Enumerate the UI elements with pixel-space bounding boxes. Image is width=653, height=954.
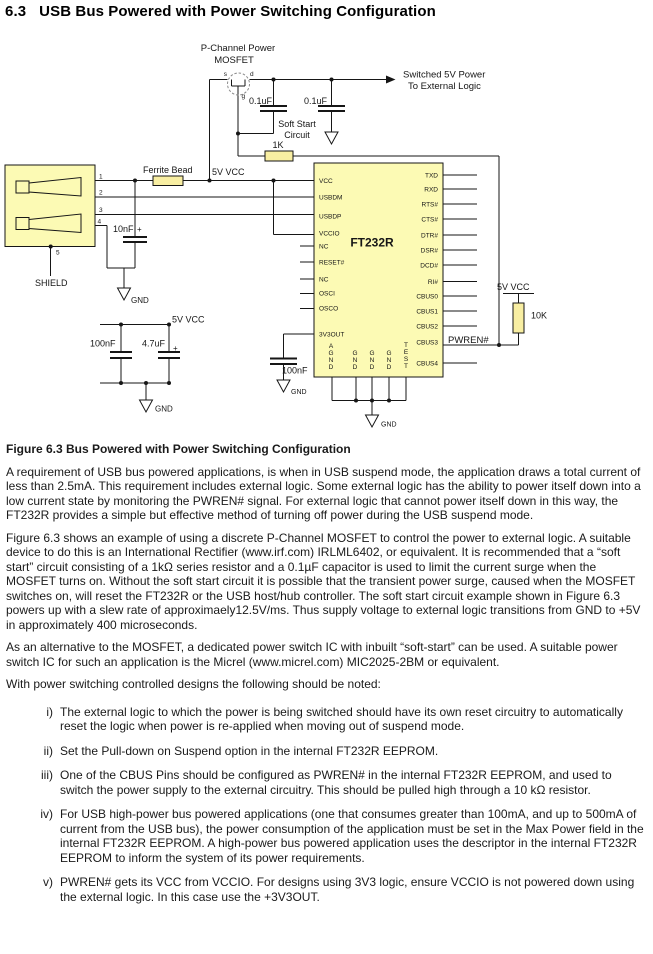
chip-pin-left: VCCIO [319,230,340,238]
list-item-marker: iii) [41,768,53,782]
switched-power-label-line2: To External Logic [408,81,481,92]
cap-100nf-3v3-label: 100nF [282,365,308,376]
list-item-text: For USB high-power bus powered applications (one that consumes greater than 100mA, and up to 500mA of current from the USB bus), the power consumption of the application must be set in the Max Power field in the internal FT232R EEPROM. A high-power bus powered application uses the descriptor in the internal FT232R EEPROM to inform the system of its power requirements. [60,807,644,865]
paragraph: A requirement of USB bus powered applications, is when in USB suspend mode, the application draws a total current of less than 2.5mA. This requirement includes external logic. Some external logic has the ability to power itself down into a low current state by monitoring the PWREN# signal. For external logic that cannot power itself down in this way, the FT232R provides a simple but effective method of turning off power during the USB suspend mode. [6,464,641,522]
chip-pin-right: DSR# [420,247,438,255]
circuit-schematic [0,0,653,441]
list-item [6,744,644,759]
list-item [6,807,644,865]
chip-pin-left: 3V3OUT [319,331,345,339]
resistor-1k-body [265,151,293,161]
list-item [6,705,644,734]
softstart-cap2-label: 0.1uF [304,96,328,106]
list-item-marker: v) [43,875,53,889]
list-item [6,875,644,904]
body-text [6,442,644,914]
chip-pin-right: CBUS4 [416,360,438,368]
vcc-main-label: 5V VCC [212,167,245,177]
pwren-label: PWREN# [448,335,489,346]
section-title: USB Bus Powered with Power Switching Configuration [39,3,436,20]
list-intro: With power switching controlled designs the following should be noted: [6,677,381,691]
vcc-right-label: 5V VCC [497,282,530,292]
chip-pin-left: NC [319,276,329,284]
chip-pin-right: DTR# [421,232,438,240]
chip-pin-right: CBUS2 [416,323,438,331]
resistor-10k-label: 10K [531,310,548,321]
chip-name: FT232R [350,235,394,250]
mosfet-label-line2: MOSFET [214,55,254,66]
paragraph: As an alternative to the MOSFET, a dedicated power switch IC with inbuilt “soft-start” can be used. A suitable power switch IC for such an application is the Micrel (www.micrel.com) MIC2025-2BM or equivalent. [6,640,618,669]
soft-start-label-line2: Circuit [284,130,310,140]
list-item [6,768,644,797]
chip-pin-right: RI# [427,279,438,286]
chip-pin-left: OSCO [319,305,339,313]
list-item-marker: i) [46,704,53,719]
mosfet-drain-label: d [250,71,254,78]
chip-pin-right: CBUS1 [416,308,438,316]
gnd-label-chip: GND [381,421,397,429]
shield-label: SHIELD [35,278,68,288]
soft-start-label-line1: Soft Start [278,119,316,129]
list-item-text: The external logic to which the power is being switched should have its own reset circuitry to automatically reset the logic when power is re-applied when moving out of suspend mode. [60,704,623,733]
gnd-label-3v3cap: GND [291,389,307,396]
arrow-right-icon [386,76,396,84]
chip-pin-bottom: A G N D [328,343,334,371]
section-number: 6.3 [5,3,27,20]
cap-4u7-label: 4.7uF [142,338,166,349]
chip-pin-left: RESET# [319,259,345,267]
list-item-marker: iv) [40,807,53,821]
resistor-10k-body [513,303,524,333]
chip-pin-right: CBUS0 [416,293,438,301]
chip-pin-right: RTS# [421,201,438,209]
chip-pin-left: VCC [319,178,333,185]
chip-pin-bottom: G N D [386,350,392,371]
gnd-label-leftcaps: GND [155,404,173,414]
chip-pin-right: CTS# [421,216,438,224]
list-item-text: Set the Pull-down on Suspend option in the internal FT232R EEPROM. [60,743,439,758]
usb-pin-number: 1 [99,173,103,181]
resistor-1k-label: 1K [272,140,284,150]
chip-pin-bottom: T E S T [403,342,409,370]
cap-100nf-label: 100nF [90,338,116,349]
vcc-left-label: 5V VCC [172,314,205,325]
usb-pin-number: 2 [99,189,103,197]
chip-pin-right: CBUS3 [416,339,438,347]
cap-10nf-plus: + [137,225,142,234]
chip-pin-left: USBDP [319,213,342,221]
chip-pin-right: DCD# [420,262,438,270]
chip-pin-right: TXD [425,172,438,180]
usb-pin-number: 5 [56,249,60,257]
usb-pin-number: 4 [97,218,102,226]
switched-power-label-line1: Switched 5V Power [403,69,486,81]
chip-pin-bottom: G N D [369,350,375,371]
ferrite-bead-label: Ferrite Bead [143,165,193,175]
figure-caption: Figure 6.3 Bus Powered with Power Switching Configuration [6,442,351,456]
chip-pin-bottom: G N D [352,350,358,371]
mosfet-gate-label: g [241,93,246,100]
softstart-cap1-label: 0.1uF [249,96,273,106]
paragraph: Figure 6.3 shows an example of using a discrete P-Channel MOSFET to control the power to external logic. A suitable device to do this is an International Rectifier (www.irf.com) IRLML6402, or equivalent. It is recommended that a “soft start” circuit consisting of a 1kΩ series resistor and a 0.1µF capacitor is used to limit the current surge when the MOSFET turns on. Without the soft start circuit it is possible that the transient power surge, caused when the MOSFET switches on, will reset the FT232R or the USB host/hub controller. The soft start circuit example shown in Figure 6.3 powers up with a slew rate of approximaely12.5V/ms. Thus supply voltage to external logic transitions from GND to +5V in approximately 400 microseconds. [6,530,641,632]
gnd-label-10nf: GND [131,296,149,305]
list-item-marker: ii) [43,743,53,758]
chip-pin-left: NC [319,243,329,251]
cap-10nf-label: 10nF [113,224,134,234]
mosfet-label-line1: P-Channel Power [200,43,276,54]
list-item-text: One of the CBUS Pins should be configured as PWREN# in the internal FT232R EEPROM, and used to switch the power supply to the external circuitry. This should be pulled high through a 10 kΩ resistor. [60,768,612,797]
chip-pin-right: RXD [424,186,438,194]
cap-4u7-plus: + [173,344,178,353]
list-item-text: PWREN# gets its VCC from VCCIO. For designs using 3V3 logic, ensure VCCIO is not powered down using the external logic. In this case use the +3V3OUT. [60,875,635,904]
ferrite-bead-body [153,176,183,186]
chip-pin-left: OSCI [319,290,335,298]
chip-pin-left: USBDM [319,194,343,202]
mosfet-source-label: s [223,71,227,78]
usb-pin-number: 3 [99,207,103,214]
